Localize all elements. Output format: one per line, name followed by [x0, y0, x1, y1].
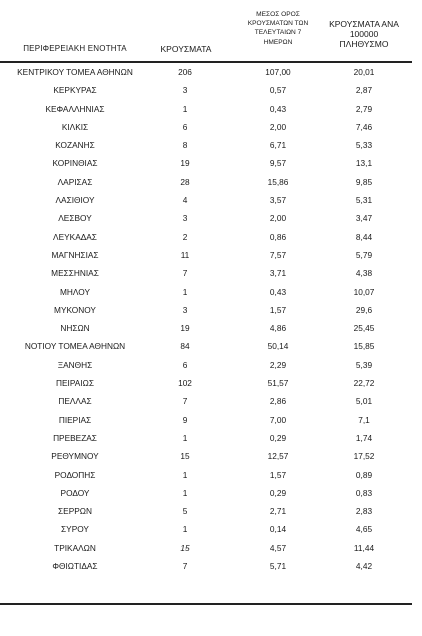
per-100k-cell: 4,42	[355, 561, 373, 572]
average-cell: 4,86	[269, 323, 287, 334]
region-cell: ΞΑΝΘΗΣ	[57, 359, 93, 370]
average-cell: 50,14	[267, 341, 289, 352]
cases-cell: 1	[182, 103, 188, 114]
average-cell: 2,29	[269, 359, 287, 370]
header-average-line1: ΜΕΣΟΣ ΟΡΟΣ	[256, 11, 300, 18]
region-cell: ΚΟΖΑΝΗΣ	[55, 140, 95, 151]
table-row	[0, 503, 412, 521]
average-cell: 0,14	[269, 524, 287, 535]
cases-cell: 7	[182, 268, 188, 279]
cases-cell: 5	[182, 506, 188, 517]
region-cell: ΝΗΣΩΝ	[60, 323, 90, 334]
cases-cell: 1	[182, 524, 188, 535]
table-row	[0, 210, 412, 228]
region-cell: ΡΟΔΟΥ	[60, 487, 90, 498]
average-cell: 0,43	[269, 103, 287, 114]
table-row	[0, 521, 412, 539]
region-cell: ΝΟΤΙΟΥ ΤΟΜΕΑ ΑΘΗΝΩΝ	[24, 341, 126, 352]
per-100k-cell: 13,1	[355, 158, 373, 169]
average-cell: 5,71	[269, 561, 287, 572]
average-cell: 1,57	[269, 469, 287, 480]
table-bottom-divider	[0, 603, 412, 605]
average-cell: 2,86	[269, 396, 287, 407]
per-100k-cell: 5,31	[355, 195, 373, 206]
per-100k-cell: 25,45	[353, 323, 375, 334]
cases-cell: 3	[182, 213, 188, 224]
per-100k-cell: 11,44	[353, 542, 375, 553]
per-100k-cell: 20,01	[353, 67, 375, 77]
table-row	[0, 540, 412, 558]
region-cell: ΛΑΡΙΣΑΣ	[57, 176, 93, 187]
average-cell: 7,57	[269, 249, 287, 260]
cases-cell: 1	[182, 432, 188, 443]
region-cell: ΜΑΓΝΗΣΙΑΣ	[51, 249, 99, 260]
header-divider	[0, 61, 412, 63]
table-row	[0, 558, 412, 576]
cases-cell: 11	[180, 249, 190, 260]
cases-cell: 8	[182, 140, 188, 151]
per-100k-cell: 2,83	[355, 506, 373, 517]
table-row	[0, 174, 412, 192]
table-row	[0, 82, 412, 100]
region-cell: ΚΕΦΑΛΛΗΝΙΑΣ	[45, 103, 105, 114]
header-cases: ΚΡΟΥΣΜΑΤΑ	[160, 44, 212, 54]
region-cell: ΠΡΕΒΕΖΑΣ	[53, 432, 97, 443]
average-cell: 0,43	[269, 286, 287, 297]
cases-cell: 102	[178, 378, 192, 389]
cases-cell: 1	[182, 286, 188, 297]
table-row	[0, 229, 412, 247]
table-row	[0, 485, 412, 503]
cases-cell: 1	[182, 487, 188, 498]
per-100k-cell: 5,33	[355, 140, 373, 151]
table-header	[0, 0, 422, 60]
table-row	[0, 64, 412, 82]
cases-cell: 6	[182, 121, 188, 132]
cases-cell: 28	[180, 176, 190, 187]
per-100k-cell: 17,52	[353, 451, 375, 462]
per-100k-cell: 5,79	[355, 249, 373, 260]
cases-cell: 9	[182, 414, 188, 425]
region-cell: ΚΕΡΚΥΡΑΣ	[53, 85, 97, 96]
cases-cell: 206	[178, 67, 192, 77]
table-row	[0, 302, 412, 320]
per-100k-cell: 5,01	[355, 396, 373, 407]
table-row	[0, 430, 412, 448]
average-cell: 2,00	[269, 213, 287, 224]
table-row	[0, 284, 412, 302]
per-100k-cell: 29,6	[355, 304, 373, 315]
region-cell: ΚΕΝΤΡΙΚΟΥ ΤΟΜΕΑ ΑΘΗΝΩΝ	[17, 67, 133, 77]
per-100k-cell: 4,65	[355, 524, 373, 535]
average-cell: 2,00	[269, 121, 287, 132]
per-100k-cell: 22,72	[353, 378, 375, 389]
cases-cell: 3	[182, 85, 188, 96]
header-average-line4: ΗΜΕΡΩΝ	[263, 38, 293, 46]
table-row	[0, 119, 412, 137]
table-row	[0, 155, 412, 173]
per-100k-cell: 2,79	[355, 103, 373, 114]
region-cell: ΠΕΛΛΑΣ	[58, 396, 92, 407]
table-row	[0, 393, 412, 411]
average-cell: 3,71	[269, 268, 287, 279]
region-cell: ΜΥΚΟΝΟΥ	[54, 304, 96, 315]
header-average-line3: ΤΕΛΕΥΤΑΙΩΝ 7	[254, 29, 302, 37]
average-cell: 0,57	[269, 85, 287, 96]
region-cell: ΦΘΙΩΤΙΔΑΣ	[52, 561, 98, 572]
average-cell: 3,57	[269, 195, 287, 206]
average-cell: 1,57	[269, 304, 287, 315]
header-per-line3: ΠΛΗΘΥΣΜΟ	[339, 39, 389, 49]
table-row	[0, 192, 412, 210]
table-row	[0, 467, 412, 485]
table-row	[0, 412, 412, 430]
region-cell: ΡΕΘΥΜΝΟΥ	[51, 451, 99, 462]
per-100k-cell: 5,39	[355, 359, 373, 370]
table-body	[0, 64, 412, 576]
average-cell: 0,86	[269, 231, 287, 242]
average-cell: 107,00	[265, 67, 291, 77]
table-row	[0, 448, 412, 466]
table-row	[0, 101, 412, 119]
per-100k-cell: 0,83	[355, 487, 373, 498]
header-average	[238, 10, 318, 47]
region-cell: ΛΕΣΒΟΥ	[58, 213, 92, 224]
per-100k-cell: 8,44	[355, 231, 373, 242]
region-cell: ΠΙΕΡΙΑΣ	[58, 414, 92, 425]
per-100k-cell: 9,85	[355, 176, 373, 187]
header-per-line2: 100000	[349, 29, 379, 39]
cases-cell: 2	[182, 231, 188, 242]
cases-cell: 15	[180, 451, 190, 462]
region-cell: ΛΕΥΚΑΔΑΣ	[53, 231, 97, 242]
per-100k-cell: 3,47	[355, 213, 373, 224]
table-row	[0, 247, 412, 265]
cases-cell: 4	[182, 195, 188, 206]
region-cell: ΚΙΛΚΙΣ	[61, 121, 89, 132]
average-cell: 15,86	[267, 176, 289, 187]
table-row	[0, 320, 412, 338]
per-100k-cell: 7,1	[358, 414, 370, 425]
average-cell: 9,57	[269, 158, 287, 169]
header-per-100k	[320, 19, 408, 49]
per-100k-cell: 2,87	[355, 85, 373, 96]
cases-cell: 19	[180, 323, 190, 334]
region-cell: ΛΑΣΙΘΙΟΥ	[55, 195, 95, 206]
average-cell: 51,57	[267, 378, 289, 389]
region-cell: ΣΥΡΟΥ	[61, 524, 89, 535]
per-100k-cell: 4,38	[355, 268, 373, 279]
region-cell: ΠΕΙΡΑΙΩΣ	[56, 378, 94, 389]
per-100k-cell: 1,74	[355, 432, 373, 443]
average-cell: 7,00	[269, 414, 287, 425]
header-per-line1: ΚΡΟΥΣΜΑΤΑ ΑΝΑ	[329, 19, 399, 29]
region-cell: ΚΟΡΙΝΘΙΑΣ	[52, 158, 98, 169]
cases-cell: 6	[182, 359, 188, 370]
per-100k-cell: 7,46	[355, 121, 373, 132]
cases-cell: 7	[182, 396, 188, 407]
header-region: ΠΕΡΙΦΕΡΕΙΑΚΗ ΕΝΟΤΗΤΑ	[23, 44, 127, 53]
average-cell: 6,71	[269, 140, 287, 151]
average-cell: 12,57	[267, 451, 289, 462]
per-100k-cell: 15,85	[353, 341, 375, 352]
cases-cell: 15	[180, 542, 190, 553]
cases-cell: 1	[182, 469, 188, 480]
per-100k-cell: 0,89	[355, 469, 373, 480]
header-average-line2: ΚΡΟΥΣΜΑΤΩΝ ΤΩΝ	[247, 20, 309, 28]
cases-cell: 84	[180, 341, 190, 352]
cases-cell: 7	[182, 561, 188, 572]
region-cell: ΤΡΙΚΑΛΩΝ	[54, 542, 96, 553]
table-row	[0, 265, 412, 283]
average-cell: 0,29	[269, 487, 287, 498]
table-row	[0, 338, 412, 356]
average-cell: 4,57	[269, 542, 287, 553]
per-100k-cell: 10,07	[353, 286, 375, 297]
average-cell: 2,71	[269, 506, 287, 517]
cases-cell: 19	[180, 158, 190, 169]
region-cell: ΡΟΔΟΠΗΣ	[54, 469, 96, 480]
region-cell: ΣΕΡΡΩΝ	[58, 506, 92, 517]
average-cell: 0,29	[269, 432, 287, 443]
table-row	[0, 357, 412, 375]
table-row	[0, 375, 412, 393]
region-cell: ΜΗΛΟΥ	[60, 286, 90, 297]
region-cell: ΜΕΣΣΗΝΙΑΣ	[51, 268, 99, 279]
cases-cell: 3	[182, 304, 188, 315]
table-row	[0, 137, 412, 155]
